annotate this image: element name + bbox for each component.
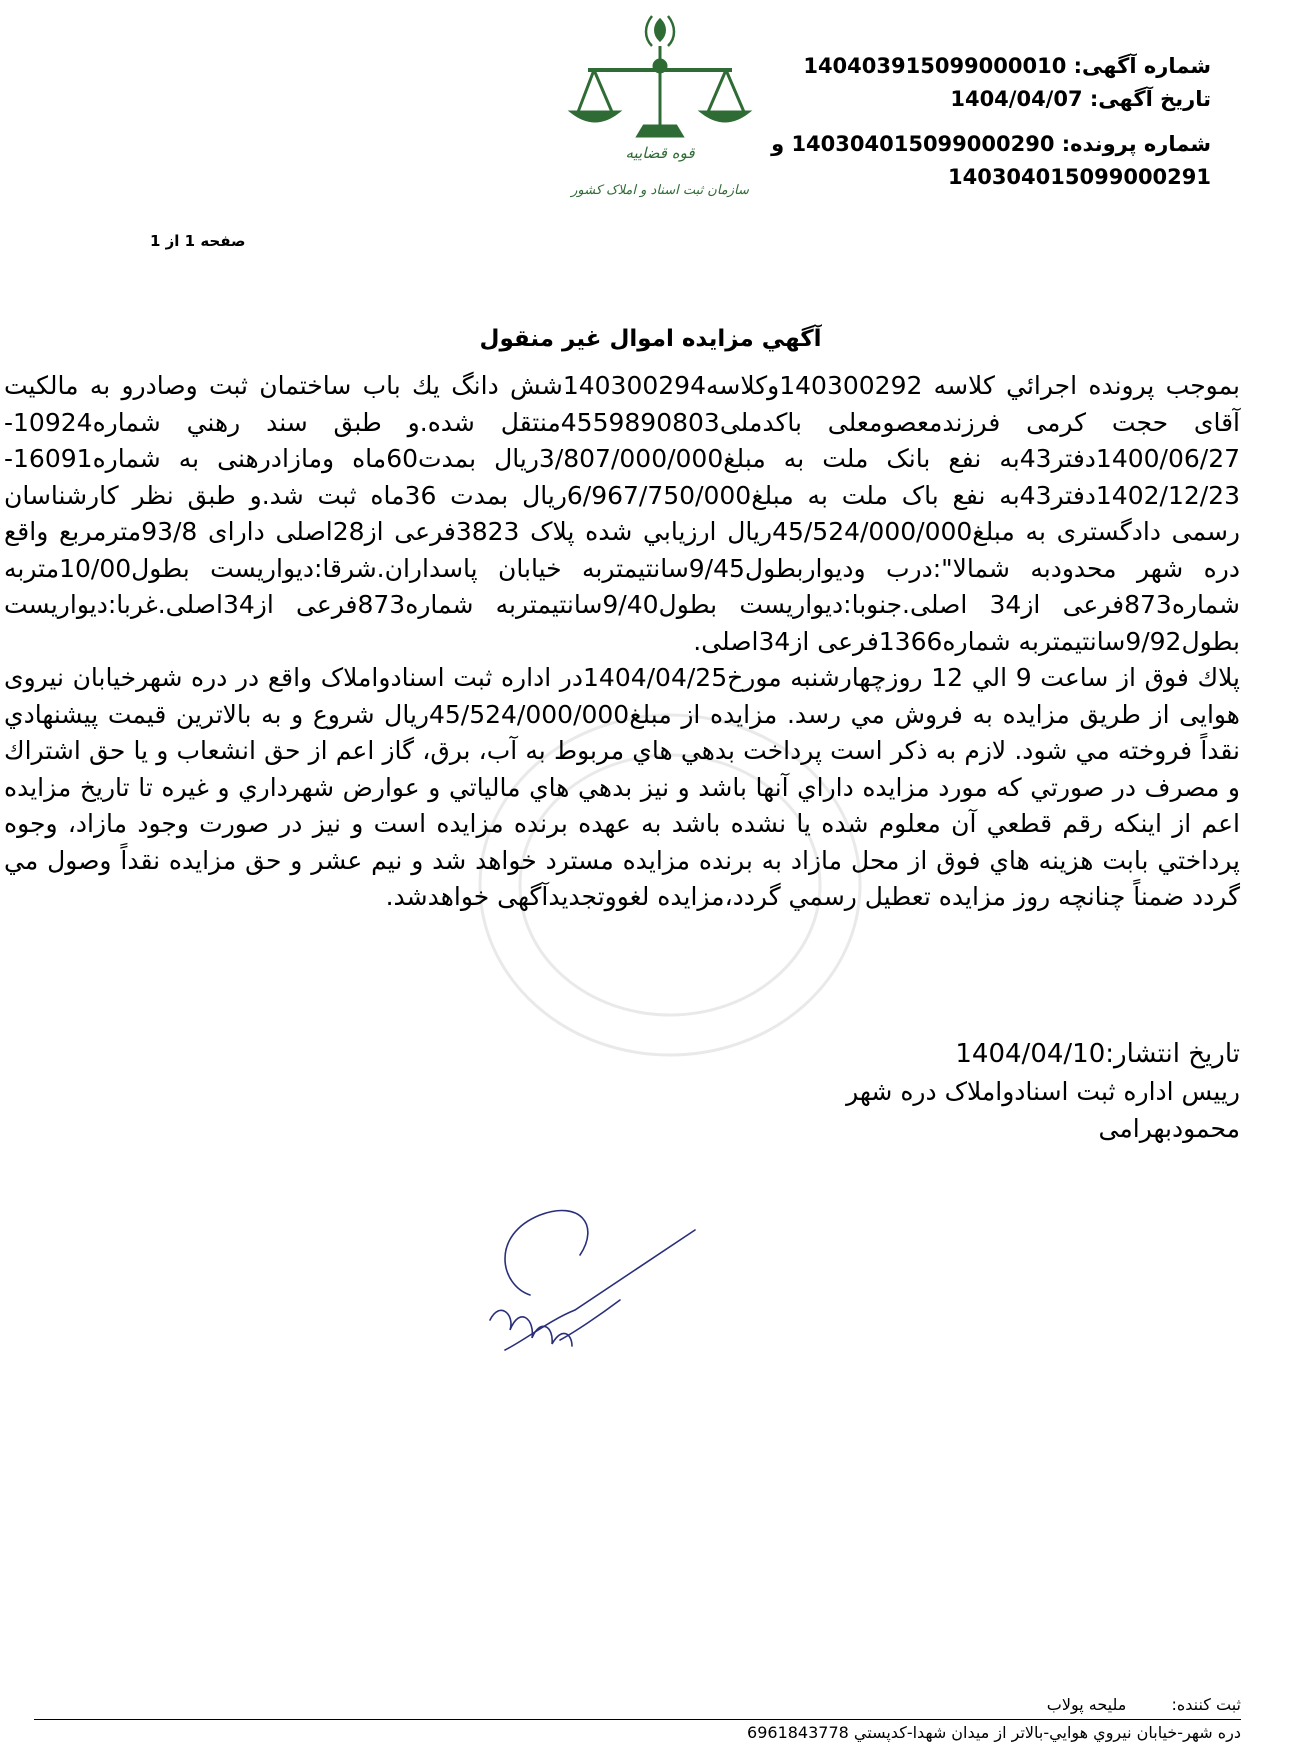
signer-title: رييس اداره ثبت اسنادواملاک دره شهر [846, 1077, 1240, 1106]
recorder-line [1047, 1695, 1241, 1714]
ad-metadata [691, 50, 1211, 194]
ad-date-row [691, 83, 1211, 116]
recorder-name: مليحه پولاب [1046, 1695, 1127, 1714]
file-number-1: 140304015099000290 و [771, 132, 1055, 156]
handwritten-signature [470, 1200, 710, 1370]
ad-number-row [691, 50, 1211, 83]
body-paragraph-1: بموجب پرونده اجرائي كلاسه 140300292وكلاسه140300294شش دانگ يك باب ساختمان ثبت وصادرو به مالكيت آقای حجت كرمی فرزندمعصومعلی باكدملی4559890803منتقل شده.و طبق سند رهني شماره10924-1400/06/27دفتر43به نفع بانک ملت به مبلغ3/807/000/000ریال بمدت60ماه ومازادرهنی به شماره16091-1402/12/23دفتر43به نفع باک ملت به مبلغ6/967/750/000ریال بمدت 36ماه ثبت شد.و طبق نظر كارشناسان رسمی دادگستری به مبلغ45/524/000/000ريال ارزيابي شده پلاک 3823فرعی از28اصلی دارای 93/8مترمربع واقع دره شهر محدودبه شمالا":درب وديواربطول9/45سانتيمتربه خيابان پاسداران.شرقا:ديواريست بطول10/00متربه شماره873فرعی از34 اصلی.جنوبا:ديواريست بطول9/40سانتيمتربه شماره873فرعی از34اصلی.غربا:ديواريست بطول9/92سانتيمتربه شماره1366فرعی از34اصلی. [4, 371, 1241, 656]
ad-number-label: شماره آگهی: [1073, 54, 1211, 78]
ad-date-label: تاریخ آگهی: [1089, 87, 1211, 111]
file-number-row-2 [691, 161, 1211, 194]
emblem-line-2: سازمان ثبت اسناد و املاک کشور [571, 183, 749, 198]
body-paragraph-2: پلاك فوق از ساعت 9 الي 12 روزچهارشنبه مورخ1404/04/25در اداره ثبت اسنادواملاک واقع در دره شهرخيابان نيروی هوايی از طريق مزايده به فروش مي رسد. مزايده از مبلغ45/524/000/000ريال شروع و به بالاترين قيمت پيشنهادي نقداً فروخته مي شود. لازم به ذكر است پرداخت بدهي هاي مربوط به آب، برق، گاز اعم از حق انشعاب و يا حق اشتراك و مصرف در صورتي كه مورد مزايده داراي آنها باشد و نيز بدهي هاي مالياتي و عوارض شهرداري و غيره تا تاريخ مزايده اعم از اينكه رقم قطعي آن معلوم شده يا نشده باشد به عهده برنده مزايده است و نيز در صورت وجود مازاد، وجوه پرداختي بابت هزينه هاي فوق از محل مازاد به برنده مزايده مسترد خواهد شد و نيم عشر و حق مزايده نقداً وصول مي گردد ضمناً چنانچه روز مزايده تعطيل رسمي گردد،مزايده لغووتجديدآگهی خواهدشد. [4, 663, 1240, 911]
page-number: صفحه 1 از 1 [150, 232, 246, 250]
file-number-row [691, 128, 1211, 161]
emblem-line-1: قوه قضاییه [625, 144, 695, 162]
office-address: دره شهر-خيابان نيروي هوايي-بالاتر از ميدان شهدا-كدپستي 6961843778 [747, 1723, 1241, 1742]
page-title: آگهي مزايده اموال غير منقول [479, 326, 822, 352]
ad-date: 1404/04/07 [950, 87, 1083, 111]
file-number-2: 140304015099000291 [947, 165, 1211, 189]
publish-date: تاريخ انتشار:1404/04/10 [955, 1039, 1240, 1069]
file-number-label: شماره پرونده: [1061, 132, 1211, 156]
auction-body [4, 368, 1240, 916]
signer-name: محمودبهرامی [1098, 1114, 1240, 1143]
footer-divider [34, 1719, 1241, 1720]
ad-number: 140403915099000010 [803, 54, 1067, 78]
signature-block [846, 1036, 1240, 1147]
recorder-label: ثبت كننده: [1171, 1695, 1241, 1714]
